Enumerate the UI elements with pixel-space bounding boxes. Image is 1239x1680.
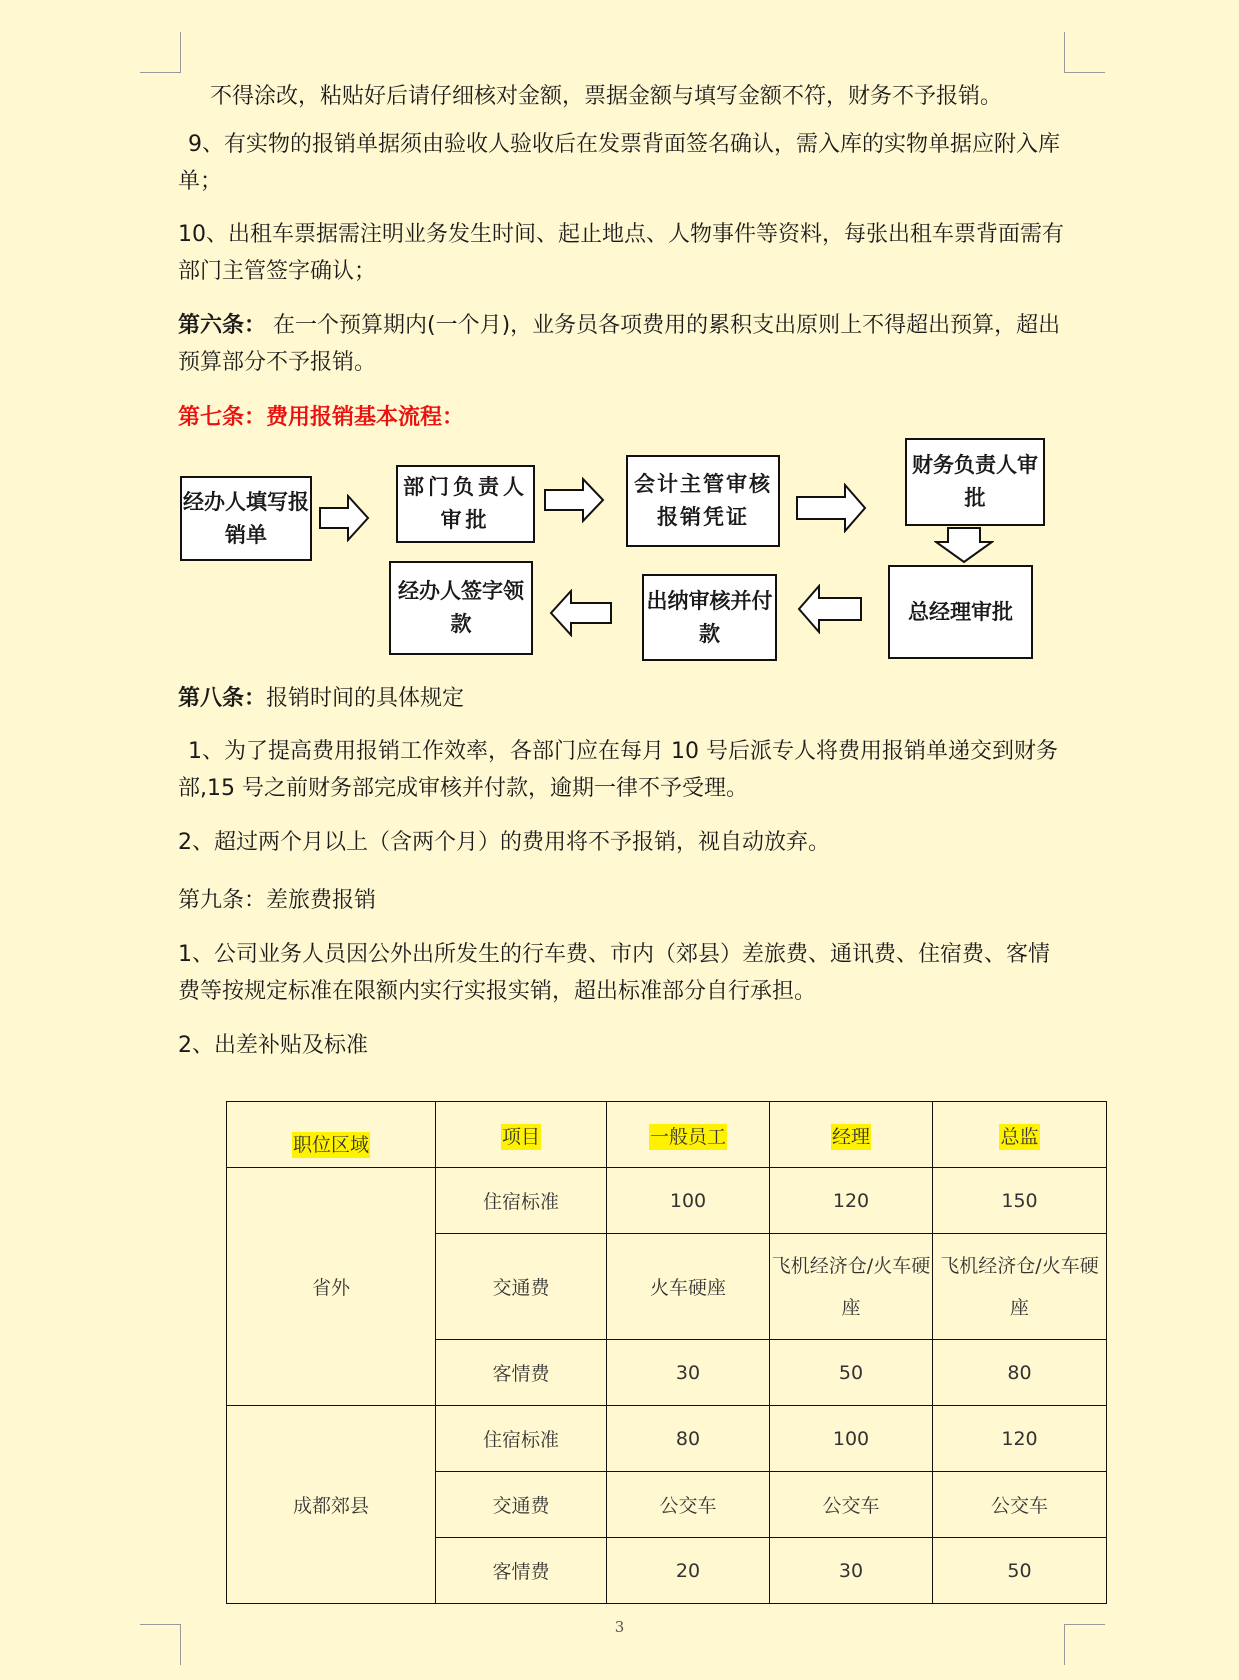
- table-cell: 120: [933, 1406, 1107, 1472]
- table-cell: 120: [770, 1168, 933, 1234]
- article-8-title: 第八条：: [178, 686, 267, 711]
- article-7-title: 第七条：费用报销基本流程：: [178, 405, 465, 430]
- article-6-title: 第六条：: [178, 313, 267, 338]
- paragraph-receipt-rule: 不得涂改，粘贴好后请仔细核对金额，票据金额与填写金额不符，财务不予报销。: [210, 84, 1003, 109]
- table-cell: 交通费: [436, 1234, 607, 1340]
- table-cell: 20: [607, 1538, 770, 1604]
- paragraph-article-9-item-1: 1、公司业务人员因公外出所发生的行车费、市内（郊县）差旅费、通讯费、住宿费、客情费等按规定标准在限额内实行实报实销，超出标准部分自行承担。: [178, 942, 1051, 1004]
- corner-mark: [140, 32, 181, 73]
- flow-arrow-right: [795, 483, 867, 533]
- table-cell: 30: [607, 1340, 770, 1406]
- region-cell: 成都郊县: [227, 1406, 436, 1604]
- article-8-text: 报销时间的具体规定: [266, 686, 465, 711]
- table-cell: 客情费: [436, 1340, 607, 1406]
- article-6-text: 在一个预算期内(一个月)，业务员各项费用的累积支出原则上不得超出预算，超出预算部分不予报销。: [178, 313, 1061, 375]
- table-cell: 飞机经济仓/火车硬座: [933, 1234, 1107, 1340]
- table-cell: 公交车: [933, 1472, 1107, 1538]
- table-cell: 公交车: [770, 1472, 933, 1538]
- region-cell: 省外: [227, 1168, 436, 1406]
- table-cell: 30: [770, 1538, 933, 1604]
- paragraph-article-6: [178, 307, 1068, 381]
- flow-step-finance-approval: 财务负责人审批: [905, 438, 1045, 526]
- header-cell: 项目: [436, 1102, 607, 1168]
- table-cell: 100: [607, 1168, 770, 1234]
- table-cell: 80: [607, 1406, 770, 1472]
- table-cell: 交通费: [436, 1472, 607, 1538]
- table-cell: 客情费: [436, 1538, 607, 1604]
- flow-step-accounting-review: 会计主管审核报销凭证: [626, 455, 780, 547]
- flow-step-cashier-payment: 出纳审核并付款: [642, 574, 777, 661]
- flow-arrow-left: [797, 584, 863, 634]
- header-cell: 职位区域: [227, 1102, 436, 1168]
- table-cell: 100: [770, 1406, 933, 1472]
- paragraph-article-9-item-2: 2、出差补贴及标准: [178, 1033, 368, 1058]
- paragraph-item-10: 10、出租车票据需注明业务发生时间、起止地点、人物事件等资料，每张出租车票背面需有部门主管签字确认；: [178, 222, 1064, 284]
- header-cell: 一般员工: [607, 1102, 770, 1168]
- flow-arrow-right: [543, 477, 605, 523]
- table-cell: 50: [933, 1538, 1107, 1604]
- flow-arrow-right: [318, 494, 370, 542]
- table-row: [227, 1168, 1107, 1234]
- paragraph-article-8-item-2: 2、超过两个月以上（含两个月）的费用将不予报销，视自动放弃。: [178, 830, 830, 855]
- table-cell: 住宿标准: [436, 1168, 607, 1234]
- travel-allowance-table: [226, 1101, 1107, 1604]
- flow-arrow-down: [934, 526, 994, 564]
- corner-mark: [1064, 32, 1105, 73]
- paragraph-article-8: [178, 680, 1068, 717]
- header-cell: 经理: [770, 1102, 933, 1168]
- page-number: 3: [614, 1618, 625, 1636]
- table-header-row: [227, 1102, 1107, 1168]
- flow-step-fill-form: 经办人填写报销单: [180, 476, 312, 561]
- table-cell: 80: [933, 1340, 1107, 1406]
- article-9-title: 第九条：差旅费报销: [178, 888, 377, 913]
- header-cell: 总监: [933, 1102, 1107, 1168]
- table-cell: 50: [770, 1340, 933, 1406]
- table-cell: 公交车: [607, 1472, 770, 1538]
- paragraph-item-9: 9、有实物的报销单据须由验收人验收后在发票背面签名确认，需入库的实物单据应附入库单；: [178, 132, 1061, 194]
- table-cell: 150: [933, 1168, 1107, 1234]
- table-cell: 住宿标准: [436, 1406, 607, 1472]
- flow-step-dept-approval: 部门负责人审批: [396, 465, 535, 543]
- table-cell: 火车硬座: [607, 1234, 770, 1340]
- table-cell: 飞机经济仓/火车硬座: [770, 1234, 933, 1340]
- flow-step-gm-approval: 总经理审批: [888, 565, 1033, 659]
- flow-step-sign-receive: 经办人签字领款: [389, 561, 533, 655]
- paragraph-article-8-item-1: 1、为了提高费用报销工作效率，各部门应在每月 10 号后派专人将费用报销单递交到财务部,15 号之前财务部完成审核并付款，逾期一律不予受理。: [178, 739, 1058, 801]
- flow-arrow-left: [549, 589, 613, 637]
- table-row: [227, 1406, 1107, 1472]
